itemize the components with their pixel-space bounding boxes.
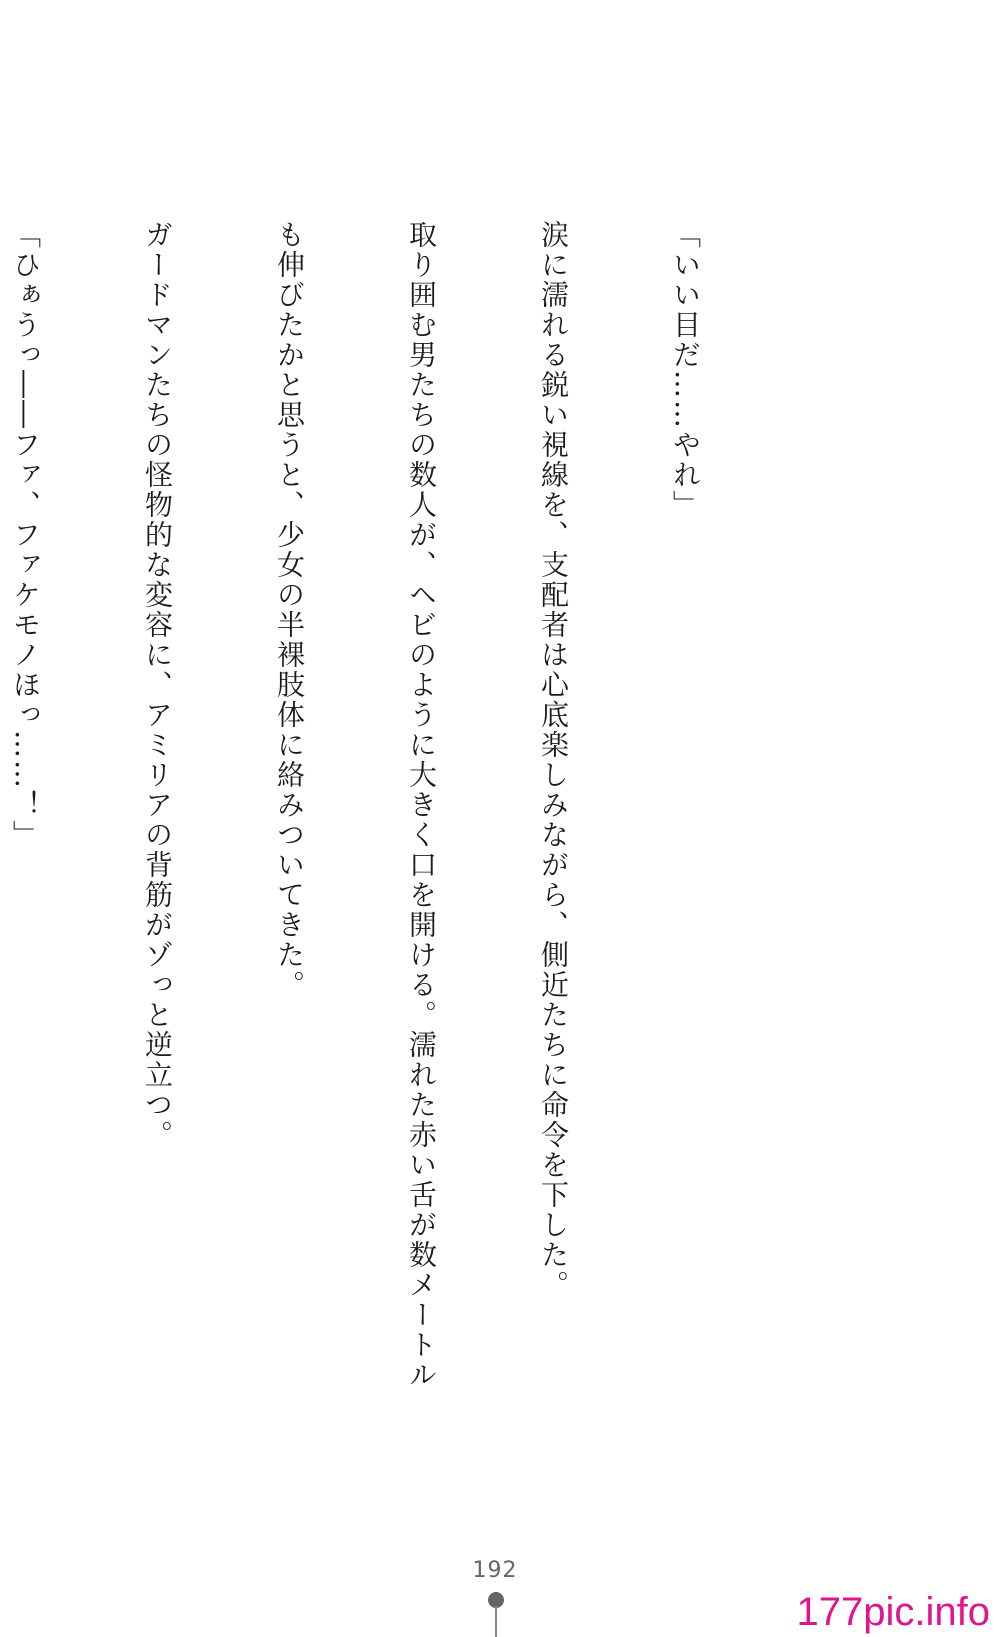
- text-line: も伸びたかと思うと、少女の半裸肢体に絡みついてきた。: [273, 220, 306, 1000]
- page-number: 192: [472, 1558, 518, 1583]
- text-line: ガードマンたちの怪物的な変容に、アミリアの背筋がゾっと逆立つ。: [141, 220, 174, 1150]
- text-line: 「いい目だ……やれ」: [669, 220, 702, 520]
- watermark: 177pic.info: [796, 1590, 990, 1634]
- text-line: 涙に濡れる鋭い視線を、支配者は心底楽しみながら、側近たちに命令を下した。: [537, 220, 570, 1300]
- body-text: [0, 220, 795, 1390]
- text-line: 「ひぁうっ――ファ、ファケモノほっ……！」: [9, 220, 42, 850]
- text-line: 取り囲む男たちの数人が、ヘビのように大きく口を開ける。濡れた赤い舌が数メートル: [405, 220, 438, 1390]
- page-marker-line: [495, 1606, 497, 1637]
